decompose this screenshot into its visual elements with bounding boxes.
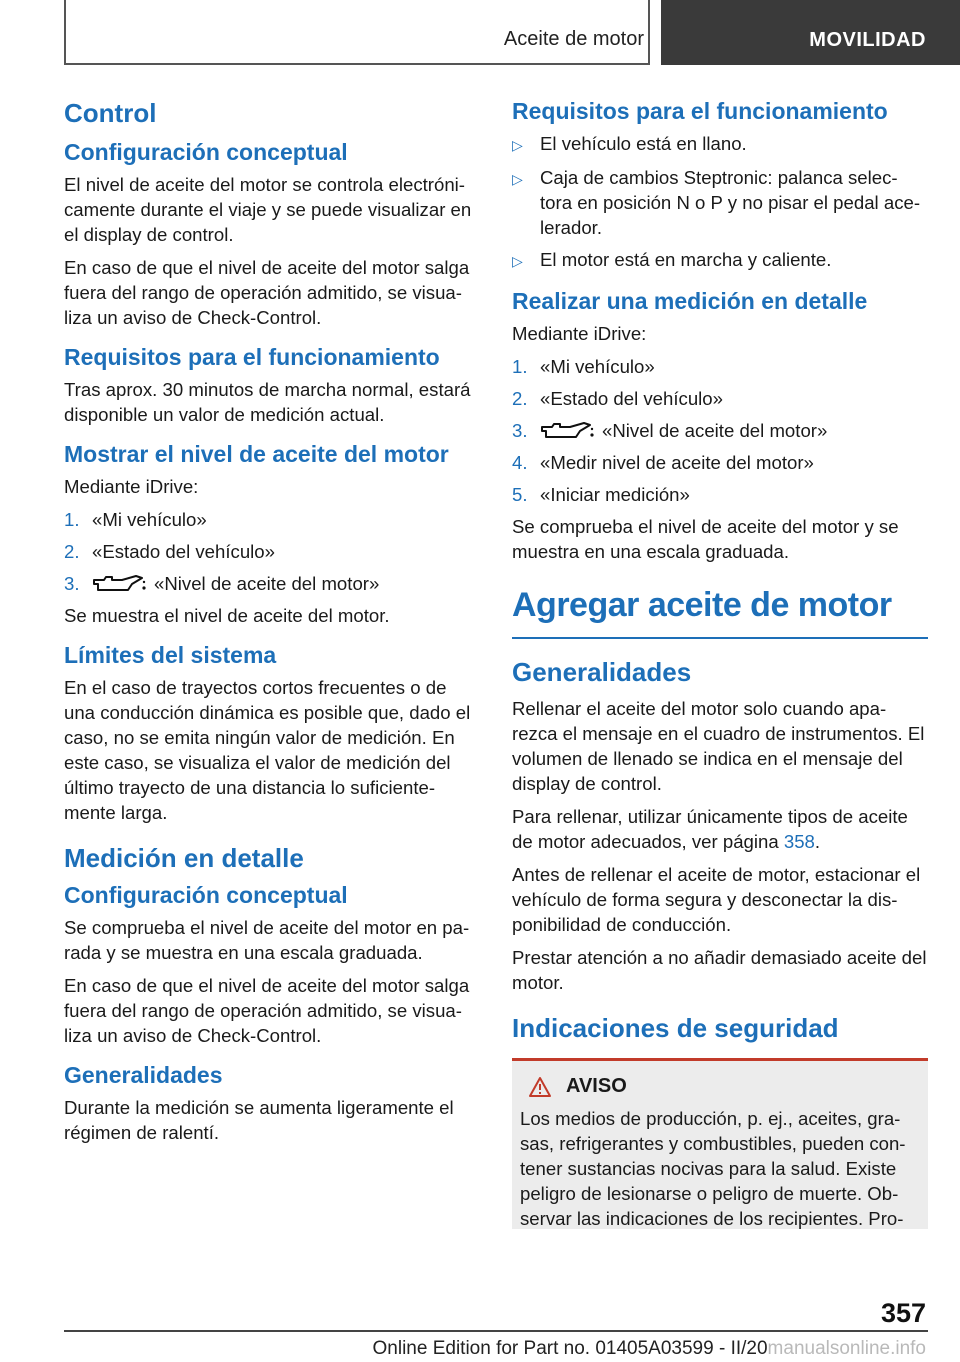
step-text: «Estado del vehículo» <box>540 388 723 409</box>
footer-edition-text: Online Edition for Part no. 01405A03599 - II/20 <box>372 1338 768 1359</box>
add-paragraph-2-text: Para rellenar, utilizar únicamente tipos de aceite de motor adecuados, ver página <box>512 806 908 852</box>
detail-heading: Medición en detalle <box>64 843 304 873</box>
warning-label: AVISO <box>566 1075 627 1097</box>
list-item <box>512 354 928 379</box>
warning-box <box>512 1058 928 1229</box>
measure-heading: Realizar una medición en detalle <box>512 288 868 314</box>
add-paragraph-2 <box>512 804 928 854</box>
right-column <box>512 98 928 1229</box>
step-text: «Nivel de aceite del motor» <box>602 420 828 441</box>
show-level-steps <box>64 507 480 596</box>
concept-paragraph-1: El nivel de aceite del motor se controla electróni-camente durante el viaje y se puede visualizar en el display de control. <box>64 174 472 245</box>
show-level-intro: Mediante iDrive: <box>64 476 199 497</box>
header-chapter-label: MOVILIDAD <box>809 29 926 51</box>
triangle-bullet-icon: ▷ <box>512 171 523 187</box>
safety-heading: Indicaciones de seguridad <box>512 1013 839 1043</box>
add-paragraph-3: Antes de rellenar el aceite de motor, estacionar el vehículo de forma segura y desconectar la dis-ponibilidad de conducción. <box>512 864 921 935</box>
list-item-text: Caja de cambios Steptronic: palanca selec-tora en posición N o P y no pisar el pedal ace-lerador. <box>540 167 921 238</box>
step-text: «Mi vehículo» <box>92 509 207 530</box>
warning-text: Los medios de producción, p. ej., aceites, gra-sas, refrigerantes y combustibles, pueden con-tener sustancias nocivas para la salud. Existe peligro de lesionarse o peligro de muerte. Ob-servar las indicaciones de los recipientes. Pro- <box>520 1108 906 1229</box>
add-general-heading: Generalidades <box>512 657 692 687</box>
header-left-rule <box>64 0 66 64</box>
page-number: 357 <box>880 1298 926 1328</box>
show-level-result: Se muestra el nivel de aceite del motor. <box>64 605 390 626</box>
list-item-text: El vehículo está en llano. <box>540 133 747 154</box>
warning-triangle-icon <box>528 1076 552 1098</box>
footer-rule <box>64 1330 928 1332</box>
detail-paragraph-2: En caso de que el nivel de aceite del motor salga fuera del rango de operación admitido, se visua-liza un aviso de Check-Control. <box>64 975 470 1046</box>
list-item <box>512 386 928 411</box>
limits-heading: Límites del sistema <box>64 642 277 668</box>
measure-intro: Mediante iDrive: <box>512 323 647 344</box>
step-number: 1. <box>64 509 80 530</box>
list-item <box>64 539 480 564</box>
step-number: 5. <box>512 484 528 505</box>
add-paragraph-1: Rellenar el aceite del motor solo cuando apa-rezca el mensaje en el cuadro de instrumentos. El volumen de llenado se indica en el mensaje del display de control. <box>512 698 925 794</box>
list-item <box>512 165 928 240</box>
list-item <box>512 131 928 158</box>
footer-edition <box>64 1338 926 1360</box>
step-text: «Nivel de aceite del motor» <box>154 573 380 594</box>
detail-concept-heading: Configuración conceptual <box>64 882 348 908</box>
step-number: 4. <box>512 452 528 473</box>
page-link[interactable]: 358 <box>783 831 815 852</box>
header-chapter-tab <box>661 0 960 65</box>
step-text: «Iniciar medición» <box>540 484 690 505</box>
limits-paragraph: En el caso de trayectos cortos frecuentes o de una conducción dinámica es posible que, dado el caso, no se emita ningún valor de medición. En este caso, se visualiza el valor de medición del último trayecto de una distancia lo suficiente-mente larga. <box>64 677 471 823</box>
header-section-title: Aceite de motor <box>503 28 644 50</box>
concept-paragraph-2: En caso de que el nivel de aceite del motor salga fuera del rango de operación admitido, se visua-liza un aviso de Check-Control. <box>64 257 470 328</box>
step-text: «Estado del vehículo» <box>92 541 275 562</box>
header-separator <box>648 0 650 64</box>
add-paragraph-4: Prestar atención a no añadir demasiado aceite del motor. <box>512 947 927 993</box>
oil-can-icon <box>92 574 146 594</box>
step-text: «Mi vehículo» <box>540 356 655 377</box>
detail-paragraph-1: Se comprueba el nivel de aceite del motor en pa-rada y se muestra en una escala graduada. <box>64 917 470 963</box>
list-item <box>64 571 480 596</box>
list-item <box>512 450 928 475</box>
list-item-text: El motor está en marcha y caliente. <box>540 249 832 270</box>
requirements-paragraph: Tras aprox. 30 minutos de marcha normal, estará disponible un valor de medición actual. <box>64 379 471 425</box>
header-bottom-rule <box>64 63 650 65</box>
warning-title <box>520 1075 920 1098</box>
list-item <box>512 482 928 507</box>
step-text: «Medir nivel de aceite del motor» <box>540 452 814 473</box>
step-number: 3. <box>512 420 528 441</box>
concept-heading: Configuración conceptual <box>64 139 348 165</box>
general-heading: Generalidades <box>64 1062 223 1088</box>
footer-watermark: manualsonline.info <box>767 1338 926 1359</box>
measure-result: Se comprueba el nivel de aceite del motor y se muestra en una escala graduada. <box>512 516 899 562</box>
add-oil-heading: Agregar aceite de motor <box>512 586 928 639</box>
right-requirements-heading: Requisitos para el funcionamiento <box>512 98 888 124</box>
step-number: 3. <box>64 573 80 594</box>
left-column <box>64 98 480 1153</box>
step-number: 2. <box>64 541 80 562</box>
triangle-bullet-icon: ▷ <box>512 137 523 153</box>
measure-steps <box>512 354 928 507</box>
step-number: 1. <box>512 356 528 377</box>
step-number: 2. <box>512 388 528 409</box>
requirements-list <box>512 131 928 274</box>
add-paragraph-2-end: . <box>814 831 821 852</box>
list-item <box>512 418 928 443</box>
requirements-heading: Requisitos para el funcionamiento <box>64 344 440 370</box>
list-item <box>512 247 928 274</box>
show-level-heading: Mostrar el nivel de aceite del motor <box>64 441 449 467</box>
oil-can-icon <box>540 421 594 441</box>
general-paragraph: Durante la medición se aumenta ligeramente el régimen de ralentí. <box>64 1097 454 1143</box>
control-heading: Control <box>64 98 157 128</box>
triangle-bullet-icon: ▷ <box>512 253 523 269</box>
list-item <box>64 507 480 532</box>
